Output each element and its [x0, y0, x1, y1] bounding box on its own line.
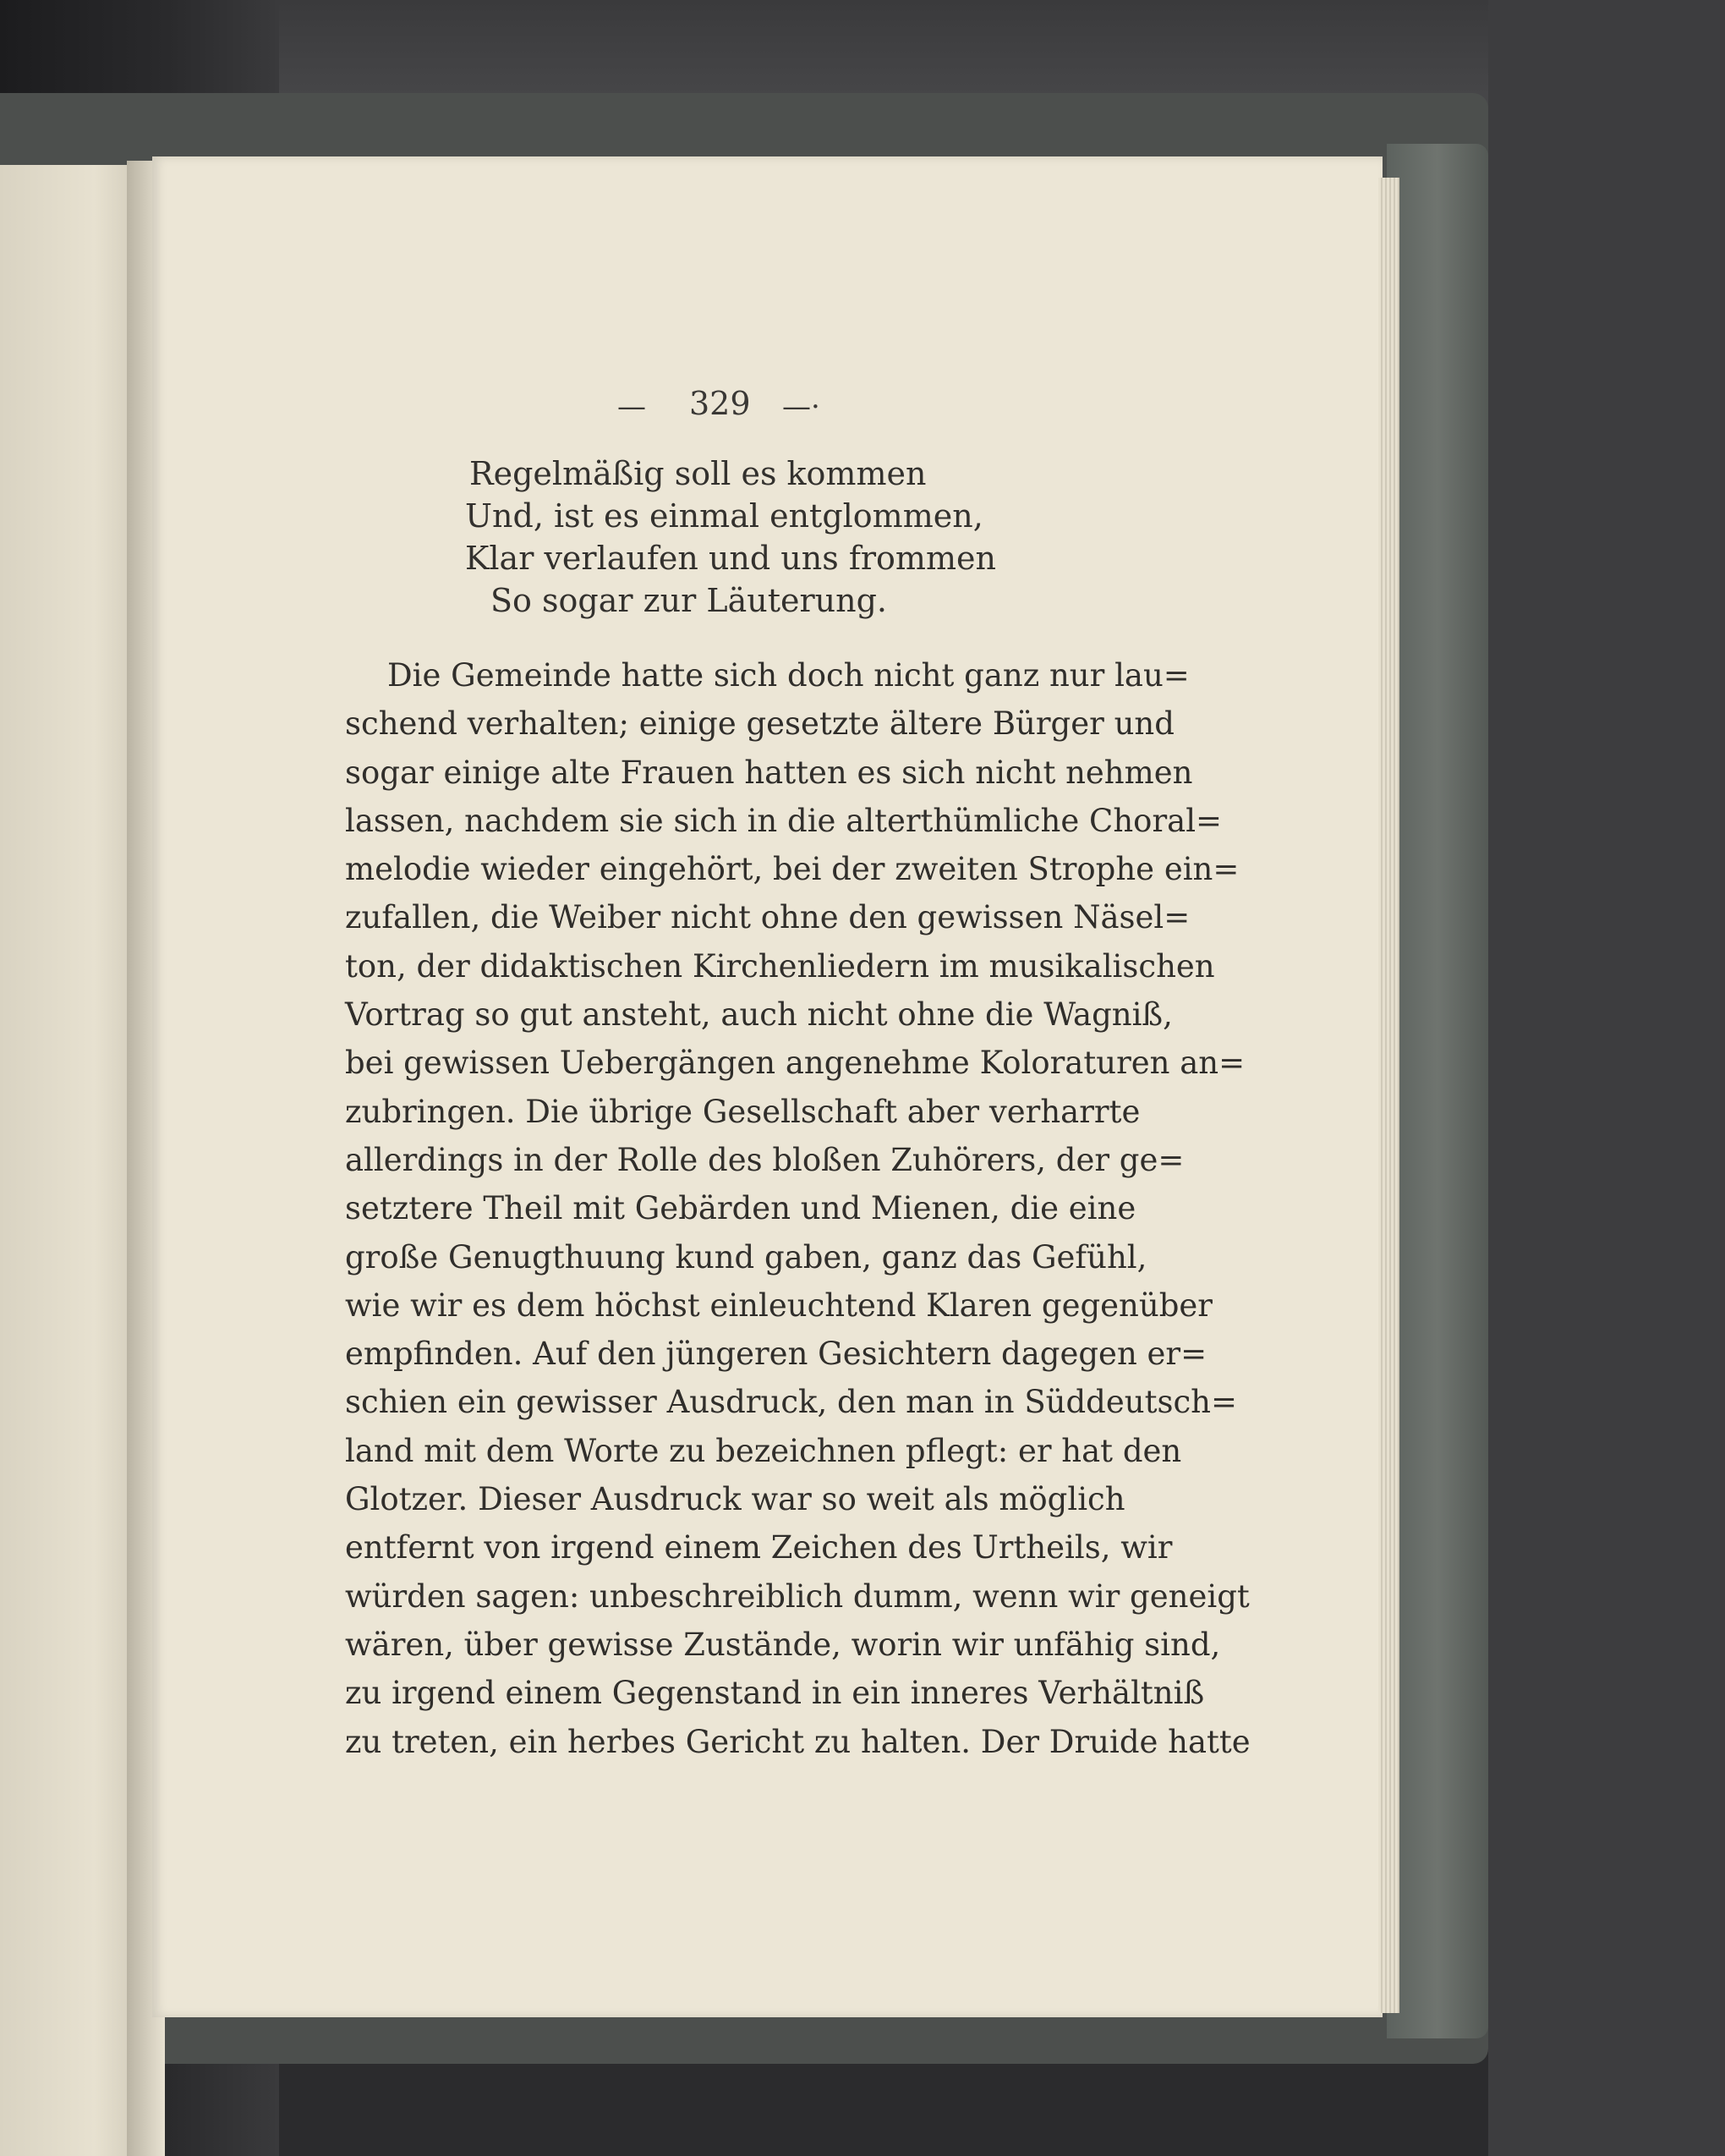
text-line: zu irgend einem Gegenstand in ein inneres Verhältniß: [345, 1675, 1205, 1712]
text-line: bei gewissen Uebergängen angenehme Koloraturen an=: [345, 1045, 1246, 1082]
text-line: Die Gemeinde hatte sich doch nicht ganz nur lau=: [387, 657, 1190, 694]
text-line: Vortrag so gut ansteht, auch nicht ohne die Wagniß,: [345, 996, 1173, 1034]
page-stack-edge: [1378, 178, 1399, 2013]
text-line: entfernt von irgend einem Zeichen des Urtheils, wir: [345, 1529, 1173, 1566]
header-dash-right: —·: [782, 390, 820, 424]
text-line: wären, über gewisse Zustände, worin wir unfähig sind,: [345, 1626, 1221, 1663]
verse-line: Klar verlaufen und uns frommen: [465, 540, 996, 577]
text-line: zubringen. Die übrige Gesellschaft aber verharrte: [345, 1093, 1141, 1130]
verse-line: Regelmäßig soll es kommen: [469, 455, 927, 492]
text-line: allerdings in der Rolle des bloßen Zuhörers, der ge=: [345, 1141, 1185, 1178]
backdrop-right: [1488, 0, 1725, 2156]
text-line: melodie wieder eingehört, bei der zweiten Strophe ein=: [345, 851, 1240, 888]
text-line: zufallen, die Weiber nicht ohne den gewissen Näsel=: [345, 899, 1191, 936]
text-line: wie wir es dem höchst einleuchtend Klaren gegenüber: [345, 1286, 1213, 1324]
verse-block: [440, 453, 996, 622]
book-cover-edge: [1387, 144, 1488, 2038]
left-page-edge: [0, 165, 135, 2156]
text-line: würden sagen: unbeschreiblich dumm, wenn wir geneigt: [345, 1577, 1250, 1615]
verse-line: Und, ist es einmal entglommen,: [465, 497, 983, 535]
text-line: Glotzer. Dieser Ausdruck war so weit als möglich: [345, 1481, 1125, 1518]
text-line: schend verhalten; einige gesetzte ältere Bürger und: [345, 705, 1175, 743]
text-line: ton, der didaktischen Kirchenliedern im musikalischen: [345, 947, 1215, 985]
page-number: 329: [689, 385, 751, 422]
text-line: land mit dem Worte zu bezeichnen pflegt: er hat den: [345, 1432, 1182, 1469]
text-line: zu treten, ein herbes Gericht zu halten. Der Druide hatte: [345, 1723, 1251, 1760]
text-line: setztere Theil mit Gebärden und Mienen, die eine: [345, 1190, 1136, 1227]
verse-line: So sogar zur Läuterung.: [490, 582, 887, 619]
text-line: sogar einige alte Frauen hatten es sich nicht nehmen: [345, 754, 1193, 791]
header-dash-left: —: [617, 390, 646, 424]
text-line: empfinden. Auf den jüngeren Gesichtern dagegen er=: [345, 1336, 1208, 1373]
text-line: schien ein gewisser Ausdruck, den man in Süddeutsch=: [345, 1384, 1238, 1421]
text-line: lassen, nachdem sie sich in die alterthümliche Choral=: [345, 802, 1223, 839]
body-paragraph: [345, 651, 1251, 1766]
text-line: große Genugthuung kund gaben, ganz das Gefühl,: [345, 1238, 1147, 1275]
